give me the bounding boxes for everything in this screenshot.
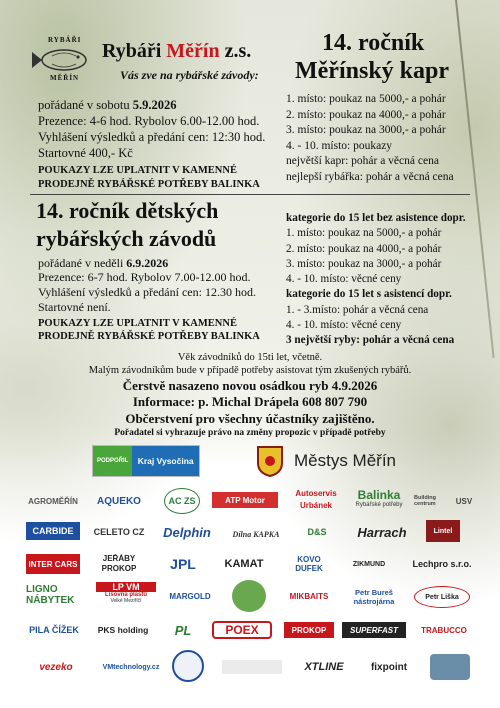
sponsor-logo: SUPERFAST <box>342 622 406 638</box>
sponsor-row-6 <box>26 650 476 686</box>
category1-title: kategorie do 15 let bez asistence dopr. <box>286 212 466 224</box>
town-logo <box>256 443 436 479</box>
sponsor-logo: AC ZS <box>164 488 200 514</box>
category-item: 4. - 10. místo: věcné ceny <box>286 273 402 286</box>
sponsor-logo: KAMAT <box>224 558 264 570</box>
sponsor-logo: vezeko <box>39 661 73 673</box>
sponsor-logo: MIKBAITS <box>289 591 329 601</box>
sponsor-logo: Harrach <box>357 524 407 540</box>
sponsor-logo: JEŘÁBY PROKOP <box>101 554 137 573</box>
kids-vouchers-line1: POUKAZY LZE UPLATNIT V KAMENNÉ <box>38 318 237 329</box>
sponsor-logo: MARGOLD <box>169 591 211 601</box>
sponsor-logo: KOVO DUFEK <box>295 555 323 573</box>
main-title-line2: Měřínský kapr <box>295 58 450 84</box>
sponsor-logo: XTLINE <box>304 661 344 673</box>
kids-date-prefix: pořádané v neděli <box>38 256 124 270</box>
adult-vouchers-line1: POUKAZY LZE UPLATNIT V KAMENNÉ <box>38 165 237 176</box>
category-item: 3. místo: poukaz na 3000,- a pohár <box>286 257 442 270</box>
kids-fee: Startovné není. <box>38 300 111 314</box>
sponsor-logo: Balinka Rybářské potřeby <box>355 488 403 508</box>
sponsor-logo: JPL <box>170 556 196 572</box>
sponsor-row-5 <box>26 618 476 644</box>
sponsor-logo: Lintel <box>426 520 460 542</box>
sponsor-logo: Dílna KAPKA <box>232 529 280 539</box>
category-item: 2. místo: poukaz na 4000,- a pohár <box>286 242 442 255</box>
age-note: Věk závodníků do 15ti let, včetně. <box>177 352 323 363</box>
sponsor-logo: Petr Bureš nástrojárna <box>353 588 395 606</box>
sponsor-logo: USV <box>455 496 473 506</box>
adult-date: 5.9.2026 <box>132 98 177 112</box>
sponsor-logo <box>430 654 470 680</box>
town-label: Městys Měřín <box>294 451 397 470</box>
kids-categories <box>286 211 466 349</box>
sponsor-logo: PKS holding <box>97 625 149 635</box>
sponsor-logo: fixpoint <box>370 661 408 673</box>
sponsor-logo: VMtechnology.cz <box>102 663 160 671</box>
sponsor-row-1 <box>26 488 476 516</box>
kids-results: Vyhlášení výsledků a předání cen: 12.30 hod. <box>38 285 256 299</box>
biggest-fish: 3 největší ryby: pohár a věcná cena <box>286 334 455 347</box>
section-divider <box>30 194 470 195</box>
sponsor-row-4 <box>26 580 476 614</box>
kraj-vysocina-logo <box>92 445 200 477</box>
sponsor-logo: PL <box>174 622 192 638</box>
info-note: Informace: p. Michal Drápela 608 807 790 <box>132 394 368 409</box>
notes-block <box>0 351 500 439</box>
sponsor-logo: Building centrum <box>414 495 436 507</box>
emblem-text-top: RYBÁŘI <box>48 36 82 44</box>
sponsor-logo: CARBIDE <box>26 522 80 540</box>
adult-vouchers-line2: PRODEJNĚ RYBÁŘSKÉ POTŘEBY BALINKA <box>38 179 260 190</box>
sponsor-logo: PILA ČÍŽEK <box>29 625 79 635</box>
prize-item: 3. místo: poukaz na 3000,- a pohár <box>286 124 446 136</box>
sponsor-logo: LIGNO NÁBYTEK <box>26 584 75 606</box>
disclaimer-note: Pořadatel si vyhrazuje právo na změny propozic v případě potřeby <box>114 428 386 438</box>
sponsor-logo <box>172 650 204 682</box>
category-item: 4. - 10. místo: věcné ceny <box>286 319 402 332</box>
sponsor-logo: Lechpro s.r.o. <box>412 559 472 569</box>
category-item: 1. místo: poukaz na 5000,- a pohár <box>286 227 442 240</box>
help-note: Malým závodníkům bude v případě potřeby asistovat tým zkušených rybářů. <box>88 365 412 376</box>
coat-of-arms-icon <box>256 445 284 477</box>
sponsor-row-3 <box>26 550 476 580</box>
adult-presence: Prezence: 4-6 hod. Rybolov 6.00-12.00 hod. <box>38 114 260 128</box>
sponsor-logo: POEX <box>212 621 272 639</box>
sponsor-logo: INTER CARS <box>26 554 80 574</box>
prize-item: nejlepší rybářka: pohár a věcná cena <box>286 170 454 183</box>
club-name-part3: z.s. <box>224 40 252 62</box>
kids-title-line2: rybářských závodů <box>36 226 217 251</box>
refreshments-note: Občerstvení pro všechny účastníky zajištěno. <box>125 411 375 426</box>
sponsor-logo: Autoservis Urbánek <box>295 489 337 510</box>
sponsor-row-2 <box>26 520 476 548</box>
restock-note: Čerstvě nasazeno novou osádkou ryb 4.9.2026 <box>122 378 378 393</box>
kids-vouchers-line2: PRODEJNĚ RYBÁŘSKÉ POTŘEBY BALINKA <box>38 331 260 342</box>
kids-presence: Prezence: 6-7 hod. Rybolov 7.00-12.00 hod. <box>38 270 251 284</box>
invite-text: Vás zve na rybářské závody: <box>120 68 259 82</box>
adult-prizes-list <box>286 92 454 185</box>
club-name <box>102 40 251 63</box>
sponsor-logo: ZIKMUND <box>352 560 386 568</box>
prize-item: 1. místo: poukaz na 5000,- a pohár <box>286 93 446 105</box>
sponsor-logo <box>232 580 266 612</box>
prize-item: 2. místo: poukaz na 4000,- a pohár <box>286 108 446 121</box>
adult-date-prefix: pořádané v sobotu <box>38 98 130 112</box>
kids-date-line <box>38 256 168 271</box>
emblem-text-bottom: MĚŘÍN <box>50 74 80 82</box>
sponsor-logo: AQUEKO <box>97 495 141 507</box>
sponsor-logo: LP VM Lisovna plastů Velké Meziříčí <box>96 582 156 612</box>
prize-item: 4. - 10. místo: poukazy <box>286 139 393 152</box>
support-label: PODPOŘIL <box>93 446 132 476</box>
sponsor-logo: TRABUCCO <box>421 625 467 635</box>
club-name-part1: Rybáři <box>102 40 162 62</box>
kids-title-line1: 14. ročník dětských <box>36 198 219 223</box>
club-name-part2: Měřín <box>166 40 220 62</box>
adult-date-line <box>38 98 177 113</box>
sponsor-logo: Delphin <box>163 524 211 540</box>
kids-date: 6.9.2026 <box>126 256 169 270</box>
sponsor-logo: Petr Liška <box>414 586 470 608</box>
region-label: Kraj Vysočina <box>132 446 199 476</box>
sponsor-logo: ATP Motor <box>212 492 278 508</box>
prize-item: největší kapr: pohár a věcná cena <box>286 155 439 167</box>
adult-results: Vyhlášení výsledků a předání cen: 12:30 hod. <box>38 130 266 144</box>
sponsor-logo: AGROMĚŘÍN <box>28 496 78 506</box>
adult-fee: Startovné 400,- Kč <box>38 146 133 160</box>
category-item: 1. - 3.místo: pohár a věcná cena <box>286 303 429 316</box>
sponsor-logo <box>222 660 282 674</box>
sponsor-logo: PROKOP <box>284 622 334 638</box>
sponsor-logo: D&S <box>307 527 327 537</box>
club-emblem <box>30 38 98 82</box>
category2-title: kategorie do 15 let s asistencí dopr. <box>286 288 452 301</box>
main-title-line1: 14. ročník <box>322 30 425 56</box>
sponsor-logo: CELETO CZ <box>93 527 145 537</box>
